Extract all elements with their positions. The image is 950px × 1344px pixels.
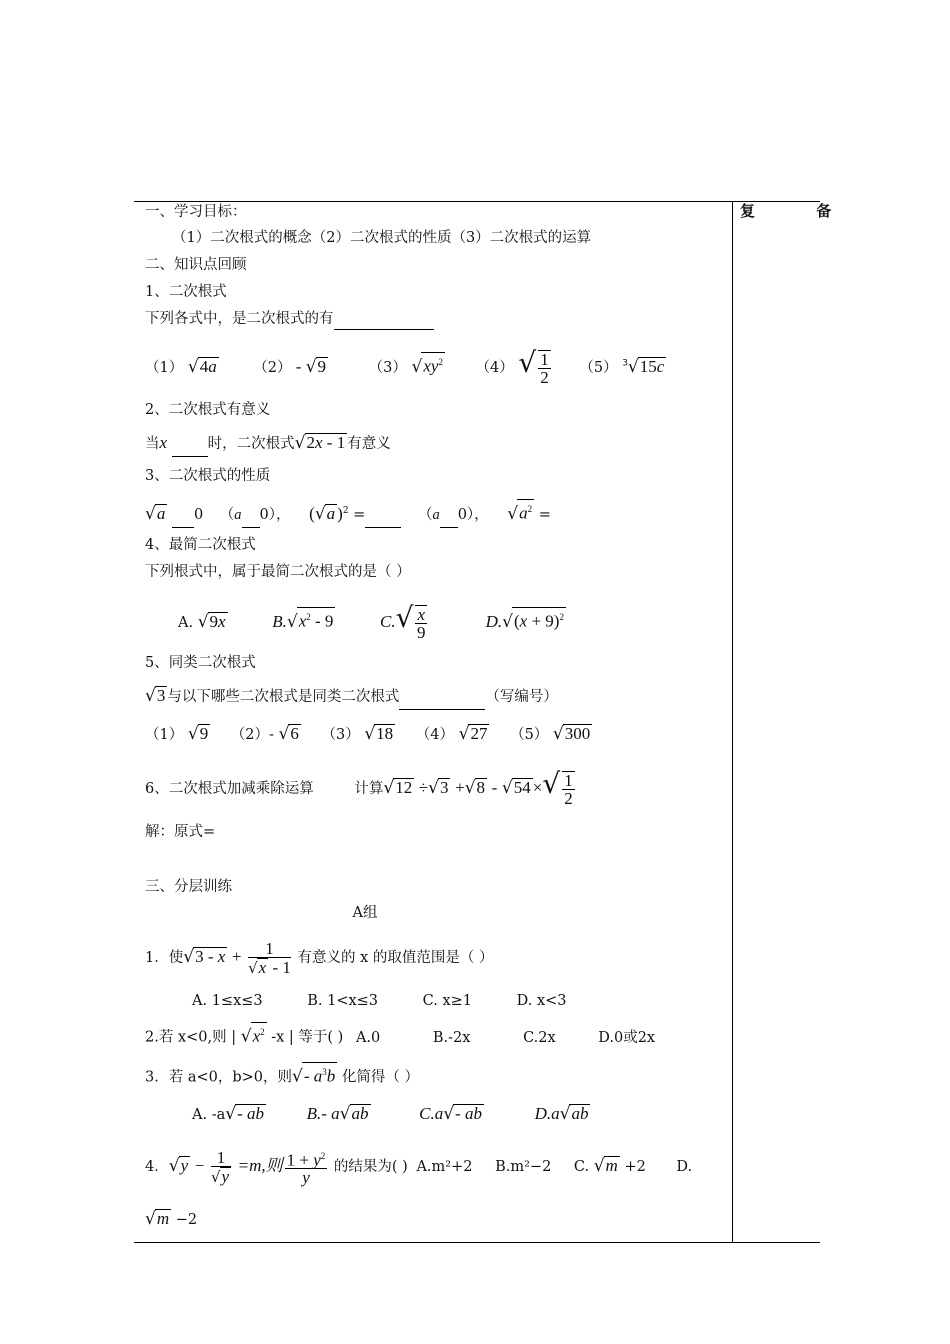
question-2-post: 等于( ) — [298, 1029, 344, 1046]
topic-content-6: 6、二次根式加减乘除运算 计算√12 ÷√3 +√8 - √54 ×√ $\frac{1}{2}$ — [145, 767, 573, 808]
option-c: C. — [419, 1104, 435, 1123]
answer-blank — [172, 503, 194, 528]
topic-content-2: 当x 时，二次根式√2x - 1 有意义 — [145, 431, 391, 457]
question-1-pre: 1．使 — [145, 950, 184, 966]
topic-content-3: √a 0 （a 0）， (√a )$^2$ = （a 0）， $√a^2$ = — [145, 499, 551, 528]
topic-title-2: 2、二次根式有意义 — [145, 402, 271, 418]
topic-items-5: （1） √9 （2）- √6 （3） √18 （4） √27 （5） √300 — [145, 724, 591, 744]
topic-options-4: A. √9x $B.√x^2 - 9$ C.√ $\frac{x}{9}$ $D.√(x + 9)^2$ — [178, 601, 564, 642]
topic-items-1: （1） √4a （2） - √9 （3） $√xy^2$ （4） √ $\frac{1}{2}$ （5） $^3$√15c — [145, 346, 665, 387]
question-3-options: A. -a√- ab B.- a√ab C.a√- ab D.a√ab — [192, 1104, 589, 1124]
option-a: A. 1≤x≤3 — [192, 993, 263, 1009]
option-b: B. — [272, 612, 287, 631]
option-d: D. — [485, 612, 503, 631]
option-a: A.m²+2 — [416, 1159, 473, 1175]
text-post: 有意义 — [347, 436, 391, 452]
question-text: 下列各式中，是二次根式的有 — [145, 311, 334, 327]
option-d: D. x<3 — [516, 993, 567, 1009]
option-a: A. -a — [192, 1107, 226, 1123]
question-2-pre: 2.若 x<0,则 — [145, 1029, 227, 1046]
group-heading: A组 — [352, 905, 378, 921]
topic-title-4: 4、最简二次根式 — [145, 537, 256, 553]
option-b: B. 1<x≤3 — [307, 993, 379, 1009]
option-c: C. x≥1 — [422, 993, 473, 1009]
question-1: 1．使√3 - x + $\frac{1}{√x - 1}$ 有意义的 x 的取值范围是（ ） — [145, 938, 494, 977]
option-c: C.2x — [523, 1029, 556, 1046]
question-3-post: 化简得（ ） — [341, 1069, 419, 1086]
option-d: D. — [534, 1104, 552, 1123]
question-4: 4．√y − $\frac{1}{√y}$ =m,则 $\frac{1 + y^2}{y}$ 的结果为( ) A.m²+2 B.m²−2 C. √m +2 D. — [145, 1147, 693, 1188]
question-1-options — [192, 991, 567, 1011]
answer-blank — [172, 432, 208, 457]
option-b: B.-2x — [432, 1029, 471, 1046]
option-a: A.0 — [355, 1029, 381, 1046]
item-label: （3） — [321, 727, 360, 743]
sidebar-label: 复 备 — [740, 202, 860, 220]
question-3: 3．若 a<0，b>0，则√- $a^3b$ 化简得（ ） — [145, 1062, 419, 1090]
question-text: 与以下哪些二次根式是同类二次根式 — [167, 689, 400, 705]
goals-text: （1）二次根式的概念（2）二次根式的性质（3）二次根式的运算 — [172, 230, 592, 246]
item-label: （4） — [415, 727, 455, 743]
topic-title-5: 5、同类二次根式 — [145, 655, 256, 671]
answer-line-6: 解：原式= — [145, 824, 216, 840]
topic-title-6: 6、二次根式加减乘除运算 — [145, 781, 314, 797]
text-when: 当 — [145, 436, 160, 452]
option-d-tail: −2 — [175, 1212, 198, 1228]
calc-label: 计算 — [354, 781, 384, 797]
topic-question-4: 下列根式中，属于最简二次根式的是（ ） — [145, 564, 411, 580]
option-d: D.0或2x — [598, 1029, 656, 1046]
option-c: C. — [380, 612, 396, 631]
column-divider — [732, 201, 733, 1243]
question-1-post: 有意义的 x 的取值范围是（ ） — [297, 950, 494, 966]
variable-x: x — [159, 433, 168, 452]
option-c: C. — [573, 1159, 590, 1175]
item-label: （5） — [510, 727, 549, 743]
text-mid: 时，二次根式 — [207, 436, 295, 452]
item-label: （2）- — [230, 727, 274, 743]
option-b: B.- — [306, 1104, 327, 1123]
section-heading-practice: 三、分层训练 — [145, 879, 232, 895]
note-text: （写编号） — [485, 689, 558, 705]
answer-blank — [399, 685, 485, 710]
option-b: B.m²−2 — [495, 1159, 552, 1175]
option-d: D. — [676, 1159, 693, 1175]
question-4-post: 的结果为( ) — [333, 1159, 408, 1175]
item-label: （5） — [579, 360, 618, 376]
topic-question-1 — [145, 309, 434, 330]
table-bottom-border — [134, 1242, 820, 1243]
question-4-option-d-cont: √m −2 — [145, 1209, 198, 1229]
section-heading-goals: 一、学习目标： — [145, 204, 247, 220]
question-2: 2.若 x<0,则 | $√x^2$ -x | 等于( ) A.0 B.-2x C.2x D.0或2x — [145, 1022, 655, 1050]
section-heading-review: 二、知识点回顾 — [145, 257, 247, 273]
item-label: （1） — [145, 727, 184, 743]
answer-blank — [365, 503, 401, 528]
option-a: A. — [178, 615, 194, 631]
topic-title-1: 1、二次根式 — [145, 284, 227, 300]
question-4-mid: =m,则 — [237, 1156, 283, 1175]
question-3-pre: 3．若 a<0，b>0，则 — [145, 1069, 293, 1086]
question-4-pre: 4． — [145, 1159, 169, 1175]
item-label: （2） — [253, 360, 292, 376]
topic-title-3: 3、二次根式的性质 — [145, 468, 271, 484]
answer-blank — [334, 309, 434, 330]
topic-question-5: √3 与以下哪些二次根式是同类二次根式 （写编号） — [145, 684, 558, 710]
item-label: （1） — [145, 360, 184, 376]
item-label: （3） — [368, 360, 407, 376]
option-c-tail: +2 — [624, 1159, 646, 1175]
item-label: （4） — [475, 360, 514, 376]
